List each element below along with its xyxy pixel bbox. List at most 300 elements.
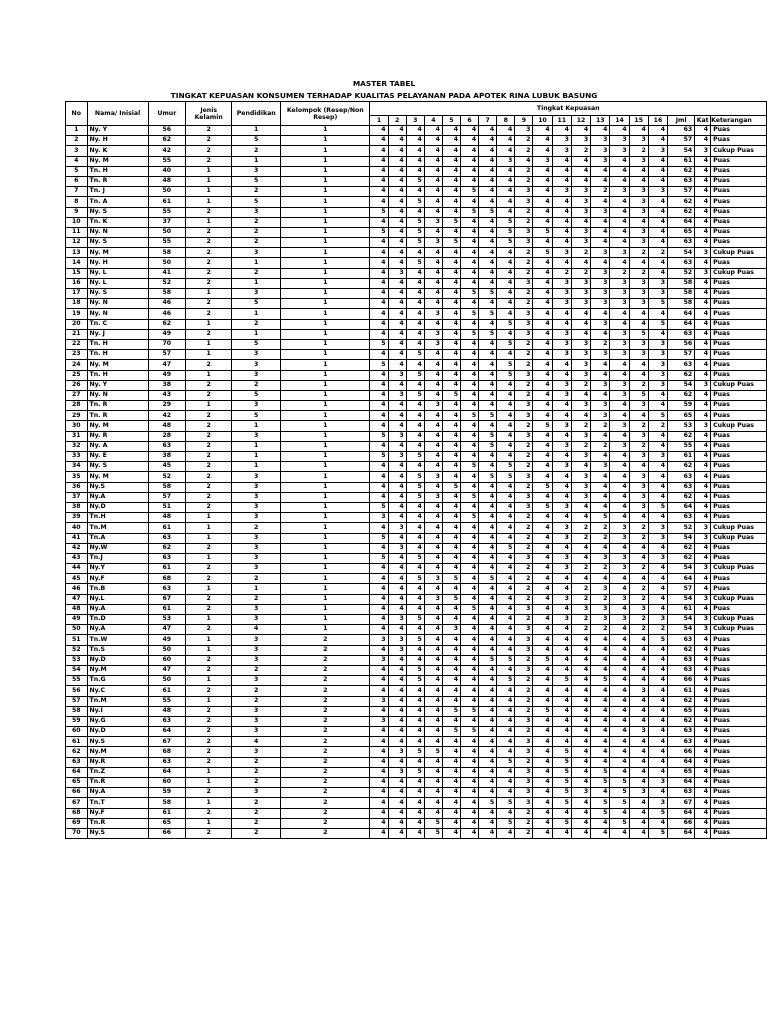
header-no: No [66,102,88,126]
cell-item-8: 4 [497,289,515,299]
cell-keterangan: Puas [711,788,767,798]
cell-jml: 63 [668,360,695,370]
table-row [66,625,767,635]
cell-item-6: 4 [461,431,479,441]
cell-item-11: 3 [552,615,571,625]
cell-item-6: 5 [461,462,479,472]
cell-item-14: 4 [610,574,629,584]
cell-no: 5 [66,166,88,176]
cell-keterangan: Puas [711,716,767,726]
cell-item-12: 4 [571,727,590,737]
cell-item-14: 4 [610,370,629,380]
cell-item-3: 4 [406,401,424,411]
cell-item-11: 4 [552,309,571,319]
cell-item-14: 4 [610,828,629,838]
cell-kat: 4 [695,227,711,237]
cell-item-7: 4 [479,370,497,380]
cell-item-14: 4 [610,696,629,706]
cell-item-12: 3 [571,788,590,798]
cell-keterangan: Puas [711,686,767,696]
cell-item-13: 4 [591,431,610,441]
cell-jml: 54 [668,564,695,574]
cell-jml: 55 [668,441,695,451]
cell-item-7: 4 [479,747,497,757]
cell-jml: 62 [668,645,695,655]
cell-item-12: 3 [571,136,590,146]
cell-jenis-kelamin: 2 [185,299,231,309]
cell-pendidikan: 3 [232,716,281,726]
cell-item-8: 4 [497,248,515,258]
cell-item-5: 4 [442,604,460,614]
cell-kelompok: 1 [281,482,370,492]
cell-jenis-kelamin: 2 [185,258,231,268]
cell-item-11: 5 [552,788,571,798]
cell-item-11: 3 [552,380,571,390]
cell-no: 51 [66,635,88,645]
cell-item-14: 5 [610,798,629,808]
cell-item-12: 3 [571,339,590,349]
cell-kelompok: 1 [281,441,370,451]
cell-no: 2 [66,136,88,146]
cell-kat: 4 [695,686,711,696]
cell-item-2: 4 [388,788,406,798]
master-table [65,101,767,839]
cell-item-14: 4 [610,604,629,614]
header-jml: Jml [668,116,695,126]
cell-item-12: 4 [571,665,590,675]
cell-umur: 60 [148,655,185,665]
cell-jenis-kelamin: 1 [185,818,231,828]
cell-jenis-kelamin: 2 [185,828,231,838]
cell-item-4: 4 [424,380,442,390]
cell-item-12: 4 [571,767,590,777]
cell-item-11: 5 [552,757,571,767]
cell-item-3: 5 [406,492,424,502]
table-row [66,227,767,237]
cell-kelompok: 2 [281,808,370,818]
cell-item-16: 4 [648,543,667,553]
cell-jml: 61 [668,686,695,696]
cell-item-13: 4 [591,818,610,828]
cell-item-14: 4 [610,686,629,696]
cell-item-11: 3 [552,390,571,400]
cell-nama: Ny. M [87,421,148,431]
cell-no: 29 [66,411,88,421]
cell-item-7: 4 [479,676,497,686]
cell-item-2: 4 [388,187,406,197]
cell-item-9: 2 [515,523,533,533]
cell-item-7: 4 [479,176,497,186]
cell-item-16: 2 [648,625,667,635]
header-item-8: 8 [497,116,515,126]
cell-pendidikan: 3 [232,350,281,360]
cell-item-7: 4 [479,238,497,248]
cell-item-5: 4 [442,126,460,136]
cell-keterangan: Cukup Puas [711,533,767,543]
cell-item-5: 4 [442,289,460,299]
cell-item-1: 3 [370,513,388,523]
cell-item-13: 4 [591,635,610,645]
cell-item-4: 4 [424,176,442,186]
cell-item-16: 4 [648,472,667,482]
cell-jenis-kelamin: 2 [185,716,231,726]
cell-pendidikan: 2 [232,238,281,248]
cell-item-8: 4 [497,594,515,604]
cell-item-3: 4 [406,289,424,299]
cell-item-11: 4 [552,686,571,696]
cell-keterangan: Puas [711,778,767,788]
cell-item-4: 4 [424,778,442,788]
cell-nama: Ny.M [87,665,148,675]
cell-nama: Ny. S [87,289,148,299]
table-row [66,615,767,625]
cell-item-7: 4 [479,778,497,788]
table-row [66,533,767,543]
cell-kat: 4 [695,390,711,400]
cell-pendidikan: 3 [232,615,281,625]
cell-jml: 64 [668,319,695,329]
cell-jml: 62 [668,696,695,706]
cell-item-3: 5 [406,370,424,380]
cell-kat: 4 [695,207,711,217]
cell-item-2: 4 [388,553,406,563]
cell-no: 19 [66,309,88,319]
cell-item-3: 4 [406,187,424,197]
cell-jml: 66 [668,676,695,686]
cell-item-4: 4 [424,727,442,737]
cell-item-15: 3 [629,686,648,696]
cell-jml: 67 [668,798,695,808]
cell-item-15: 4 [629,808,648,818]
cell-item-16: 3 [648,615,667,625]
cell-item-6: 4 [461,665,479,675]
cell-item-14: 4 [610,482,629,492]
cell-kelompok: 2 [281,747,370,757]
cell-item-3: 4 [406,513,424,523]
cell-item-2: 4 [388,686,406,696]
cell-jenis-kelamin: 2 [185,655,231,665]
cell-item-3: 4 [406,798,424,808]
cell-item-2: 4 [388,380,406,390]
header-item-14: 14 [610,116,629,126]
cell-item-7: 4 [479,421,497,431]
cell-no: 22 [66,339,88,349]
cell-item-11: 4 [552,452,571,462]
table-row [66,502,767,512]
cell-jenis-kelamin: 2 [185,146,231,156]
cell-jml: 64 [668,502,695,512]
cell-nama: Tn.H [87,513,148,523]
cell-item-16: 3 [648,278,667,288]
cell-umur: 56 [148,126,185,136]
cell-item-15: 3 [629,350,648,360]
cell-item-6: 4 [461,676,479,686]
cell-item-4: 4 [424,757,442,767]
cell-no: 48 [66,604,88,614]
cell-nama: Ny.A [87,604,148,614]
cell-kat: 4 [695,788,711,798]
cell-item-5: 4 [442,492,460,502]
cell-keterangan: Cukup Puas [711,268,767,278]
cell-item-14: 3 [610,380,629,390]
cell-nama: Ny.Y [87,564,148,574]
cell-item-6: 4 [461,166,479,176]
cell-nama: Ny.S [87,737,148,747]
cell-item-14: 4 [610,258,629,268]
cell-nama: Ny.C [87,686,148,696]
cell-item-10: 4 [533,584,552,594]
cell-item-9: 3 [515,238,533,248]
cell-kat: 4 [695,441,711,451]
cell-item-15: 4 [629,309,648,319]
cell-nama: Ny. E [87,452,148,462]
cell-item-7: 4 [479,482,497,492]
cell-item-9: 2 [515,686,533,696]
cell-item-2: 4 [388,421,406,431]
cell-item-11: 4 [552,604,571,614]
cell-item-3: 5 [406,176,424,186]
cell-item-8: 4 [497,309,515,319]
cell-item-7: 4 [479,187,497,197]
cell-item-15: 4 [629,696,648,706]
cell-no: 14 [66,258,88,268]
cell-item-10: 4 [533,635,552,645]
cell-item-3: 4 [406,686,424,696]
cell-nama: Ny.L [87,594,148,604]
cell-kelompok: 1 [281,502,370,512]
cell-item-9: 3 [515,227,533,237]
cell-item-2: 4 [388,136,406,146]
cell-no: 7 [66,187,88,197]
cell-item-1: 4 [370,197,388,207]
header-kat: Kat [696,117,709,124]
cell-jenis-kelamin: 2 [185,665,231,675]
cell-item-4: 4 [424,268,442,278]
cell-item-3: 5 [406,615,424,625]
cell-item-12: 4 [571,543,590,553]
cell-pendidikan: 4 [232,737,281,747]
cell-jml: 63 [668,176,695,186]
cell-item-5: 4 [442,757,460,767]
cell-item-7: 4 [479,350,497,360]
cell-jml: 58 [668,299,695,309]
cell-item-9: 2 [515,421,533,431]
cell-item-5: 4 [442,798,460,808]
cell-item-13: 4 [591,370,610,380]
cell-kat: 4 [695,737,711,747]
cell-item-14: 3 [610,523,629,533]
cell-item-2: 4 [388,217,406,227]
cell-item-4: 4 [424,716,442,726]
cell-item-2: 4 [388,238,406,248]
cell-item-15: 4 [629,462,648,472]
cell-item-16: 5 [648,808,667,818]
cell-umur: 42 [148,411,185,421]
cell-item-10: 4 [533,513,552,523]
cell-item-14: 4 [610,217,629,227]
cell-kat: 4 [695,665,711,675]
cell-item-10: 4 [533,716,552,726]
cell-item-8: 4 [497,533,515,543]
cell-item-11: 3 [552,248,571,258]
cell-item-5: 4 [442,136,460,146]
cell-kelompok: 1 [281,360,370,370]
cell-item-14: 3 [610,594,629,604]
cell-no: 27 [66,390,88,400]
cell-item-9: 2 [515,339,533,349]
cell-item-11: 3 [552,553,571,563]
cell-item-15: 3 [629,197,648,207]
cell-item-9: 3 [515,329,533,339]
cell-jenis-kelamin: 2 [185,431,231,441]
cell-item-8: 4 [497,441,515,451]
cell-item-13: 2 [591,339,610,349]
cell-kat: 4 [695,696,711,706]
cell-item-8: 5 [497,360,515,370]
cell-kelompok: 1 [281,513,370,523]
table-row [66,248,767,258]
cell-item-3: 4 [406,604,424,614]
cell-kelompok: 1 [281,533,370,543]
cell-kelompok: 1 [281,584,370,594]
cell-item-1: 4 [370,584,388,594]
cell-item-12: 3 [571,238,590,248]
cell-item-9: 4 [515,156,533,166]
cell-item-11: 4 [552,411,571,421]
cell-item-8: 5 [497,227,515,237]
header-item-12: 12 [571,116,590,126]
cell-item-13: 5 [591,808,610,818]
cell-item-13: 4 [591,716,610,726]
cell-keterangan: Puas [711,767,767,777]
cell-nama: Ny. S [87,238,148,248]
cell-umur: 63 [148,757,185,767]
cell-item-11: 4 [552,492,571,502]
cell-jml: 65 [668,411,695,421]
cell-item-11: 3 [552,523,571,533]
cell-item-7: 4 [479,492,497,502]
cell-item-5: 5 [442,238,460,248]
cell-item-16: 4 [648,238,667,248]
cell-jenis-kelamin: 2 [185,788,231,798]
cell-item-12: 3 [571,492,590,502]
table-row [66,339,767,349]
cell-no: 40 [66,523,88,533]
cell-item-9: 3 [515,737,533,747]
cell-kat: 4 [695,401,711,411]
cell-item-7: 4 [479,604,497,614]
cell-nama: Tn.M [87,523,148,533]
cell-kelompok: 1 [281,207,370,217]
cell-item-15: 3 [629,207,648,217]
cell-item-13: 3 [591,319,610,329]
cell-jml: 64 [668,808,695,818]
cell-item-12: 4 [571,696,590,706]
cell-jenis-kelamin: 1 [185,523,231,533]
cell-item-12: 4 [571,686,590,696]
cell-item-14: 4 [610,716,629,726]
cell-keterangan: Cukup Puas [711,380,767,390]
cell-no: 46 [66,584,88,594]
cell-item-3: 4 [406,329,424,339]
cell-item-16: 4 [648,462,667,472]
cell-item-1: 4 [370,441,388,451]
cell-item-7: 4 [479,665,497,675]
cell-umur: 48 [148,706,185,716]
cell-jenis-kelamin: 1 [185,798,231,808]
cell-item-11: 4 [552,227,571,237]
cell-pendidikan: 3 [232,564,281,574]
cell-jenis-kelamin: 2 [185,543,231,553]
cell-kat: 3 [695,615,711,625]
cell-item-5: 4 [442,553,460,563]
cell-umur: 58 [148,482,185,492]
cell-item-7: 5 [479,472,497,482]
cell-item-10: 4 [533,615,552,625]
cell-jml: 62 [668,462,695,472]
cell-item-13: 4 [591,197,610,207]
cell-item-5: 4 [442,635,460,645]
cell-jenis-kelamin: 1 [185,217,231,227]
cell-jenis-kelamin: 1 [185,767,231,777]
cell-item-14: 4 [610,462,629,472]
cell-item-15: 3 [629,727,648,737]
cell-jml: 62 [668,553,695,563]
cell-item-3: 4 [406,523,424,533]
cell-item-1: 4 [370,574,388,584]
cell-nama: Ny. H [87,136,148,146]
cell-jenis-kelamin: 1 [185,289,231,299]
cell-item-6: 5 [461,309,479,319]
header-item-10: 10 [533,116,552,126]
cell-kat: 4 [695,126,711,136]
cell-kat: 4 [695,676,711,686]
cell-item-13: 4 [591,227,610,237]
cell-keterangan: Puas [711,227,767,237]
cell-item-13: 4 [591,655,610,665]
cell-item-5: 5 [442,706,460,716]
cell-item-15: 3 [629,289,648,299]
cell-item-2: 3 [388,431,406,441]
cell-item-8: 4 [497,258,515,268]
cell-item-14: 4 [610,655,629,665]
table-row [66,441,767,451]
cell-item-2: 4 [388,289,406,299]
cell-item-3: 4 [406,319,424,329]
cell-item-15: 4 [629,176,648,186]
cell-item-16: 4 [648,268,667,278]
cell-item-12: 3 [571,482,590,492]
cell-item-4: 4 [424,299,442,309]
cell-item-14: 3 [610,533,629,543]
cell-item-8: 4 [497,492,515,502]
cell-keterangan: Puas [711,727,767,737]
cell-jml: 64 [668,217,695,227]
cell-nama: Ny. N [87,227,148,237]
cell-item-10: 4 [533,441,552,451]
cell-nama: Tn. H [87,339,148,349]
cell-item-10: 4 [533,604,552,614]
cell-jenis-kelamin: 2 [185,747,231,757]
cell-item-6: 4 [461,197,479,207]
cell-item-11: 3 [552,350,571,360]
cell-item-2: 4 [388,441,406,451]
cell-item-7: 4 [479,594,497,604]
cell-no: 12 [66,238,88,248]
cell-item-16: 4 [648,156,667,166]
cell-jml: 63 [668,513,695,523]
cell-item-5: 4 [442,350,460,360]
